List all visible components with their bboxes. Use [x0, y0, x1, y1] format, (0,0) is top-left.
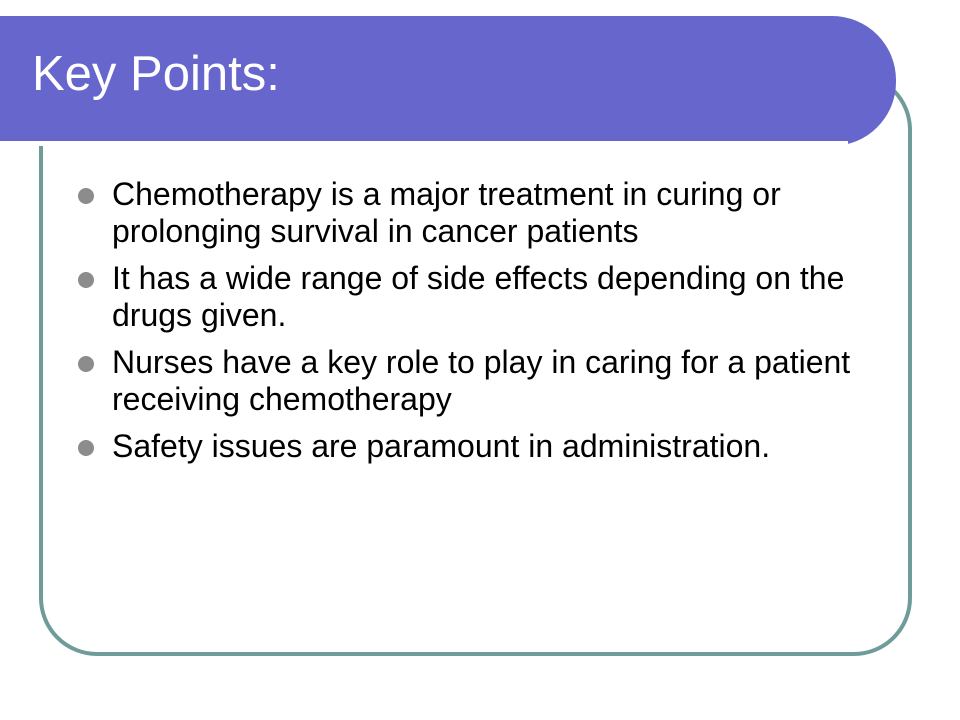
bullet-text: It has a wide range of side effects depending on the drugs given.	[112, 260, 845, 333]
bullet-list	[78, 176, 868, 475]
bullet-text: Nurses have a key role to play in caring for a patient receiving chemotherapy	[112, 344, 851, 417]
bullet-text: Chemotherapy is a major treatment in curing or prolonging survival in cancer patients	[112, 176, 781, 249]
bullet-item-safety	[78, 428, 868, 465]
bullet-text: Safety issues are paramount in administration.	[112, 428, 771, 464]
bullet-dot-icon	[78, 440, 94, 456]
bullet-dot-icon	[78, 188, 94, 204]
title-underline	[0, 141, 848, 146]
bullet-item-side-effects	[78, 260, 868, 334]
bullet-item-nurses-role	[78, 344, 868, 418]
bullet-item-chemotherapy	[78, 176, 868, 250]
slide-title: Key Points:	[32, 47, 280, 101]
bullet-dot-icon	[78, 272, 94, 288]
bullet-dot-icon	[78, 356, 94, 372]
